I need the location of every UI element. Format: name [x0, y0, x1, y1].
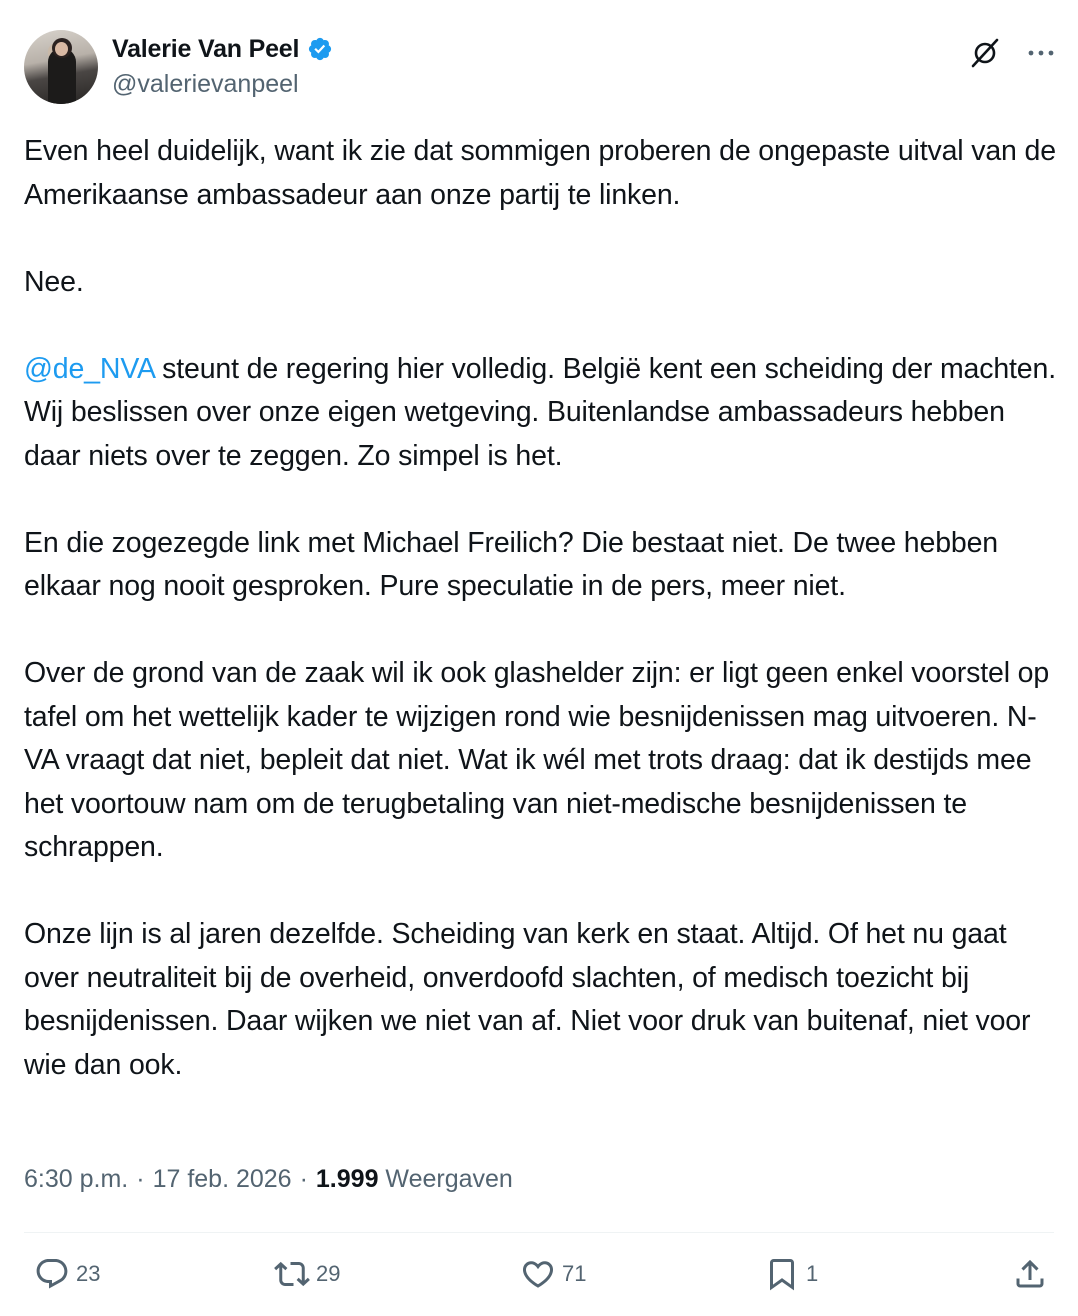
like-button[interactable] [520, 1256, 586, 1292]
author-handle[interactable]: @valerievanpeel [112, 70, 299, 98]
retweet-icon [274, 1256, 310, 1292]
meta-separator: · [136, 1165, 145, 1193]
reply-icon [34, 1256, 70, 1292]
avatar[interactable] [24, 30, 98, 104]
reply-count: 23 [76, 1261, 101, 1286]
share-icon [1012, 1256, 1048, 1292]
bookmark-button[interactable] [764, 1256, 818, 1292]
tweet-paragraph-3: steunt de regering hier volledig. België kent een scheiding der machten. Wij beslissen over onze eigen wetgeving. Buitenlandse ambassadeurs hebben daar niets over te zeggen. Zo simpel is het. [24, 352, 1064, 472]
tweet-body [24, 130, 1064, 1087]
views-count: 1.999 [315, 1165, 379, 1193]
tweet-paragraph-2: Nee. [24, 265, 84, 298]
views-label: Weergaven [385, 1165, 513, 1193]
tweet-paragraph-5: Over de grond van de zaak wil ik ook glashelder zijn: er ligt geen enkel voorstel op tafel om het wettelijk kader te wijzigen rond wie besnijdenissen mag uitvoeren. N-VA vraagt dat niet, bepleit dat niet. Wat ik wél met trots draag: dat ik destijds mee het voortouw nam om de terugbetaling van niet-medische besnijdenissen te schrappen. [24, 657, 1057, 863]
author-display-name[interactable]: Valerie Van Peel [112, 34, 300, 63]
retweet-button[interactable] [274, 1256, 340, 1292]
tweet-paragraph-4: En die zogezegde link met Michael Freilich? Die bestaat niet. De twee hebben elkaar nog nooit gesproken. Pure speculatie in de pers, meer niet. [24, 526, 1006, 602]
retweet-count: 29 [316, 1261, 341, 1286]
tweet-header [24, 30, 1058, 106]
divider [24, 1232, 1054, 1233]
avatar-face [55, 42, 68, 56]
tweet-meta [24, 1165, 513, 1194]
heart-icon [520, 1256, 556, 1292]
author-name-row [112, 32, 333, 66]
tweet-paragraph-6: Onze lijn is al jaren dezelfde. Scheiding van kerk en staat. Altijd. Of het nu gaat over neutraliteit bij de overheid, onverdoofd slachten, of medisch toezicht bij besnijdenissen. Daar wijken we niet van af. Niet voor druk van buitenaf, niet voor wie dan ook. [24, 918, 1039, 1081]
more-icon[interactable] [1024, 36, 1058, 70]
mention-link[interactable]: @de_NVA [24, 352, 155, 385]
grok-icon[interactable] [968, 36, 1002, 70]
bookmark-icon [764, 1256, 800, 1292]
tweet-paragraph-1: Even heel duidelijk, want ik zie dat sommigen proberen de ongepaste uitval van de Amerikaanse ambassadeur aan onze partij te linken. [24, 135, 1063, 211]
tweet-time[interactable]: 6:30 p.m. [24, 1165, 129, 1193]
meta-separator: · [299, 1165, 308, 1193]
tweet-actions [24, 1256, 1054, 1300]
like-count: 71 [562, 1261, 587, 1286]
share-button[interactable] [1012, 1256, 1048, 1292]
tweet-date[interactable]: 17 feb. 2026 [152, 1165, 292, 1193]
bookmark-count: 1 [806, 1261, 819, 1286]
header-actions [968, 36, 1058, 70]
verified-badge-icon[interactable] [307, 36, 333, 62]
reply-button[interactable] [34, 1256, 100, 1292]
